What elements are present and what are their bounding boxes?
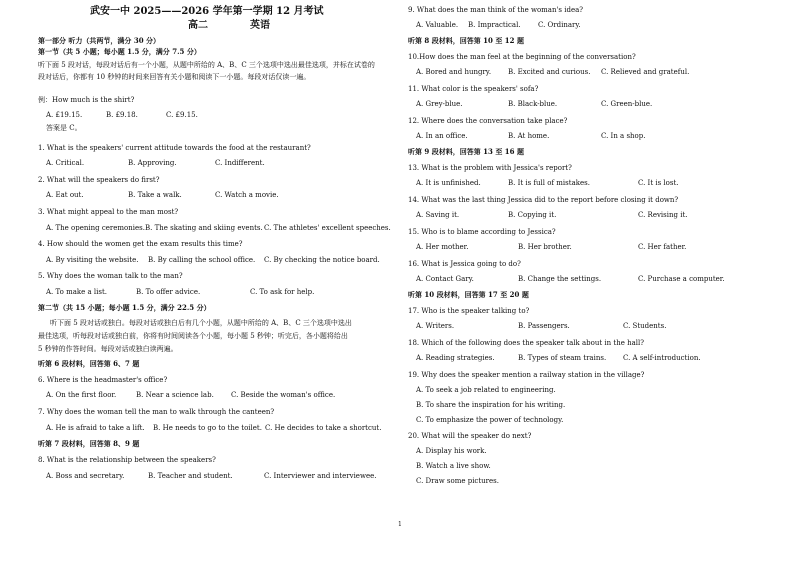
page-number: 1 bbox=[398, 521, 402, 528]
question-17: 17. Who is the speaker talking to? bbox=[408, 307, 530, 315]
q15-option-a: A. Her mother. bbox=[416, 243, 469, 251]
question-14: 14. What was the last thing Jessica did to the report before closing it down? bbox=[408, 196, 679, 204]
q4-option-c: C. By checking the notice board. bbox=[264, 256, 380, 264]
q17-option-a: A. Writers. bbox=[416, 322, 455, 330]
q2-option-c: C. Watch a movie. bbox=[215, 191, 279, 199]
subject-label: 英语 bbox=[250, 20, 270, 31]
q1-option-b: B. Approving. bbox=[128, 159, 177, 167]
example-answer: 答案是 C。 bbox=[46, 124, 82, 132]
question-13: 13. What is the problem with Jessica's report? bbox=[408, 164, 572, 172]
q1-option-a: A. Critical. bbox=[46, 159, 85, 167]
q8-option-c: C. Interviewer and interviewee. bbox=[264, 472, 377, 480]
q10-option-b: B. Excited and curious. bbox=[508, 68, 591, 76]
section1-instructions-line1: 听下面 5 段对话，每段对话后有一个小题，从题中所给的 A、B、C 三个选项中选出最佳选项，并标在试卷的 bbox=[38, 61, 375, 69]
q11-option-a: A. Grey-blue. bbox=[416, 100, 463, 108]
grade-label: 高二 bbox=[188, 20, 208, 31]
q10-option-c: C. Relieved and grateful. bbox=[601, 68, 690, 76]
q7-option-c: C. He decides to take a shortcut. bbox=[265, 424, 382, 432]
q6-option-a: A. On the first floor. bbox=[46, 391, 117, 399]
q18-option-c: C. A self-introduction. bbox=[623, 354, 701, 362]
q8-option-b: B. Teacher and student. bbox=[148, 472, 233, 480]
q13-option-b: B. It is full of mistakes. bbox=[508, 179, 590, 187]
q13-option-a: A. It is unfinished. bbox=[416, 179, 481, 187]
q2-option-a: A. Eat out. bbox=[46, 191, 84, 199]
q7-option-a: A. He is afraid to take a lift. bbox=[46, 424, 145, 432]
q9-option-c: C. Ordinary. bbox=[538, 21, 581, 29]
q10-option-a: A. Bored and hungry. bbox=[416, 68, 492, 76]
q1-option-c: C. Indifferent. bbox=[215, 159, 265, 167]
example-option-a: A. £19.15. bbox=[46, 111, 83, 119]
section2-instructions-line1: 听下面 5 段对话或独白。每段对话或独白后有几个小题，从题中所给的 A、B、C 三个选项中选出 bbox=[50, 319, 352, 327]
q3-option-c: C. The athletes' excellent speeches. bbox=[264, 224, 391, 232]
q19-option-c: C. To emphasize the power of technology. bbox=[416, 416, 564, 424]
question-11: 11. What color is the speakers' sofa? bbox=[408, 85, 539, 93]
q15-option-b: B. Her brother. bbox=[518, 243, 572, 251]
q20-option-b: B. Watch a live show. bbox=[416, 462, 491, 470]
q16-option-c: C. Purchase a computer. bbox=[638, 275, 725, 283]
question-1: 1. What is the speakers' current attitude towards the food at the restaurant? bbox=[38, 144, 311, 152]
q18-option-b: B. Types of steam trains. bbox=[518, 354, 607, 362]
example-option-b: B. £9.18. bbox=[106, 111, 138, 119]
q14-option-a: A. Saving it. bbox=[416, 211, 460, 219]
q4-option-a: A. By visiting the website. bbox=[46, 256, 139, 264]
q14-option-b: B. Copying it. bbox=[508, 211, 557, 219]
q20-option-a: A. Display his work. bbox=[416, 447, 487, 455]
q16-option-b: B. Change the settings. bbox=[518, 275, 602, 283]
section2-heading: 第二节（共 15 小题；每小题 1.5 分，满分 22.5 分） bbox=[38, 303, 211, 312]
q5-option-c: C. To ask for help. bbox=[250, 288, 315, 296]
question-19: 19. Why does the speaker mention a railway station in the village? bbox=[408, 371, 645, 379]
q5-option-a: A. To make a list. bbox=[46, 288, 107, 296]
example-option-c: C. £9.15. bbox=[166, 111, 198, 119]
q11-option-c: C. Green-blue. bbox=[601, 100, 653, 108]
group-7-heading: 听第 7 段材料，回答第 8、9 题 bbox=[38, 439, 140, 448]
q12-option-b: B. At home. bbox=[508, 132, 550, 140]
group-8-heading: 听第 8 段材料，回答第 10 至 12 题 bbox=[408, 36, 524, 45]
q8-option-a: A. Boss and secretary. bbox=[46, 472, 125, 480]
q7-option-b: B. He needs to go to the toilet. bbox=[153, 424, 262, 432]
q20-option-c: C. Draw some pictures. bbox=[416, 477, 499, 485]
q3-option-a: A. The opening ceremonies. bbox=[46, 224, 145, 232]
q6-option-b: B. Near a science lab. bbox=[136, 391, 214, 399]
q19-option-a: A. To seek a job related to engineering. bbox=[416, 386, 556, 394]
part1-heading: 第一部分 听力（共两节，满分 30 分） bbox=[38, 36, 161, 45]
q19-option-b: B. To share the inspiration for his writing. bbox=[416, 401, 566, 409]
section1-instructions-line2: 段对话后，你都有 10 秒钟的时间来回答有关小题和阅读下一小题。每段对话仅读一遍。 bbox=[38, 73, 311, 81]
q5-option-b: B. To offer advice. bbox=[136, 288, 201, 296]
q9-option-b: B. Impractical. bbox=[468, 21, 521, 29]
group-10-heading: 听第 10 段材料，回答第 17 至 20 题 bbox=[408, 290, 529, 299]
question-6: 6. Where is the headmaster's office? bbox=[38, 376, 168, 384]
section2-instructions-line2: 最佳选项，听每段对话或独白前，你将有时间阅读各个小题，每小题 5 秒钟；听完后，各小题将给出 bbox=[38, 332, 348, 340]
q13-option-c: C. It is lost. bbox=[638, 179, 679, 187]
question-16: 16. What is Jessica going to do? bbox=[408, 260, 521, 268]
q15-option-c: C. Her father. bbox=[638, 243, 687, 251]
section2-instructions-line3: 5 秒钟的作答时间。每段对话或独白读两遍。 bbox=[38, 345, 178, 353]
q14-option-c: C. Revising it. bbox=[638, 211, 688, 219]
question-20: 20. What will the speaker do next? bbox=[408, 432, 532, 440]
question-15: 15. Who is to blame according to Jessica? bbox=[408, 228, 556, 236]
question-12: 12. Where does the conversation take place? bbox=[408, 117, 568, 125]
question-2: 2. What will the speakers do first? bbox=[38, 176, 160, 184]
example-question: 例：How much is the shirt? bbox=[38, 96, 135, 104]
q4-option-b: B. By calling the school office. bbox=[148, 256, 256, 264]
question-7: 7. Why does the woman tell the man to walk through the canteen? bbox=[38, 408, 275, 416]
question-18: 18. Which of the following does the speaker talk about in the hall? bbox=[408, 339, 644, 347]
section1-heading: 第一节（共 5 小题；每小题 1.5 分，满分 7.5 分） bbox=[38, 47, 201, 56]
group-6-heading: 听第 6 段材料，回答第 6、7 题 bbox=[38, 359, 140, 368]
q18-option-a: A. Reading strategies. bbox=[416, 354, 495, 362]
question-10: 10.How does the man feel at the beginning of the conversation? bbox=[408, 53, 636, 61]
question-8: 8. What is the relationship between the speakers? bbox=[38, 456, 216, 464]
question-9: 9. What does the man think of the woman's idea? bbox=[408, 6, 584, 14]
q11-option-b: B. Black-blue. bbox=[508, 100, 558, 108]
q17-option-b: B. Passengers. bbox=[518, 322, 570, 330]
q6-option-c: C. Beside the woman's office. bbox=[231, 391, 336, 399]
exam-title: 武安一中 2025——2026 学年第一学期 12 月考试 bbox=[90, 6, 324, 17]
question-5: 5. Why does the woman talk to the man? bbox=[38, 272, 183, 280]
q17-option-c: C. Students. bbox=[623, 322, 667, 330]
q2-option-b: B. Take a walk. bbox=[128, 191, 182, 199]
q12-option-a: A. In an office. bbox=[416, 132, 468, 140]
q9-option-a: A. Valuable. bbox=[416, 21, 459, 29]
question-4: 4. How should the women get the exam results this time? bbox=[38, 240, 243, 248]
q16-option-a: A. Contact Gary. bbox=[416, 275, 474, 283]
question-3: 3. What might appeal to the man most? bbox=[38, 208, 179, 216]
q3-option-b: B. The skating and skiing events. bbox=[145, 224, 263, 232]
q12-option-c: C. In a shop. bbox=[601, 132, 646, 140]
group-9-heading: 听第 9 段材料，回答第 13 至 16 题 bbox=[408, 147, 524, 156]
